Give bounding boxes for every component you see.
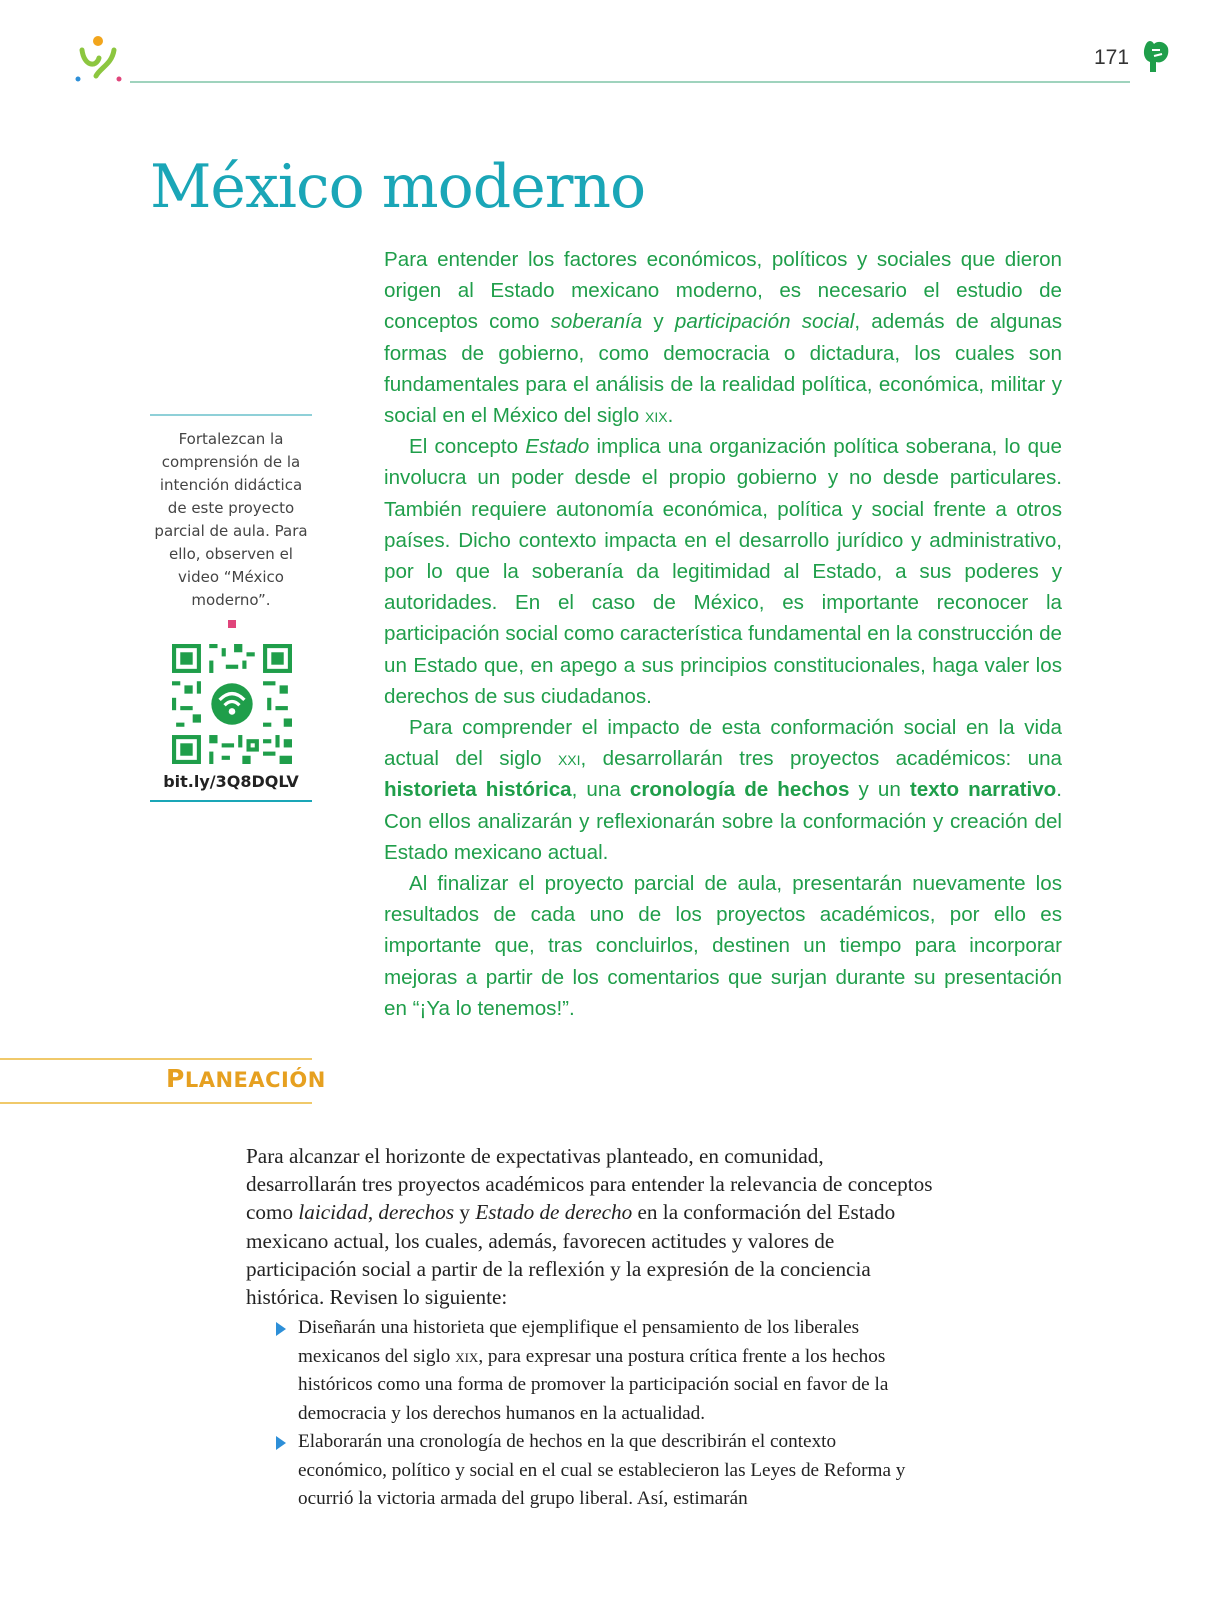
page-title: México moderno [150,152,646,222]
list-item: Diseñarán una historieta que ejemplifique el pensamiento de los liberales mexicanos del siglo xix, para expresar una postura crítica frente a los hechos históricos como una forma de promover la participación social en favor de la democracia y los derechos humanos en la actualidad. [276,1314,916,1428]
person-logo-icon [72,34,124,84]
header-rule [130,81,1130,83]
aside-accent-dot [228,620,236,628]
triangle-bullet-icon [276,1436,286,1450]
intro-text [384,244,1062,1024]
aside-bottom-rule [150,800,312,802]
intro-paragraph-3: Para comprender el impacto de esta conformación social en la vida actual del siglo xxi, desarrollarán tres proyectos académicos: una historieta histórica, una cronología de hechos y un texto narrativo. Con ellos analizarán y reflexionarán sobre la conformación y creación del Estado mexicano actual. [384,716,1062,864]
intro-paragraph-2: El concepto Estado implica una organización política soberana, lo que involucra un poder desde el propio gobierno y no desde particulares. También requiere autonomía económica, política y social frente a otros países. Dicho contexto impacta en el desarrollo jurídico y administrativo, por lo que la soberanía da legitimidad al Estado, a sus poderes y autoridades. En el caso de México, es importante reconocer la participación social como característica fundamental en la construcción de un Estado que, en apego a sus principios constitucionales, haga valer los derechos de sus ciudadanos. [384,435,1062,708]
intro-paragraph-4: Al finalizar el proyecto parcial de aula, presentarán nuevamente los resultados de cada uno de los proyectos académicos, por ello es importante que, tras concluirlos, destinen un tiempo para incorporar mejoras a partir de los comentarios que surjan durante su presentación en “¡Ya lo tenemos!”. [384,872,1062,1020]
leaf-mark-icon [1140,38,1172,76]
planeacion-bottom-rule [0,1102,312,1104]
qr-code-icon[interactable] [172,644,292,764]
planeacion-heading: PLANEACIÓN [166,1064,326,1093]
list-item: Elaborarán una cronología de hechos en la que describirán el contexto económico, político y social en el cual se establecieron las Leyes de Reforma y ocurrió la victoria armada del grupo liberal. Así, estimarán [276,1428,916,1514]
aside-top-rule [150,414,312,416]
intro-paragraph-1: Para entender los factores económicos, políticos y sociales que dieron origen al Estado mexicano moderno, es necesario el estudio de conceptos como soberanía y participación social, además de algunas formas de gobierno, como democracia o dictadura, los cuales son fundamentales para el análisis de la realidad política, económica, militar y social en el México del siglo xix. [384,248,1062,428]
planeacion-top-rule [0,1058,312,1060]
short-link[interactable]: bit.ly/3Q8DQLV [163,772,299,791]
triangle-bullet-icon [276,1322,286,1336]
aside-text: Fortalezcan la comprensión de la intención didáctica de este proyecto parcial de aula. Para ello, observen el video “México moderno”. [154,430,308,609]
planeacion-bullet-list [276,1314,916,1514]
planeacion-paragraph: Para alcanzar el horizonte de expectativas planteado, en comunidad, desarrollarán tres proyectos académicos para entender la relevancia de conceptos como laicidad, derechos y Estado de derecho en la conformación del Estado mexicano actual, los cuales, además, favorecen actitudes y valores de participación social a partir de la reflexión y la expresión de la conciencia histórica. Revisen lo siguiente: [246,1144,933,1310]
page-number: 171 [1094,46,1130,69]
